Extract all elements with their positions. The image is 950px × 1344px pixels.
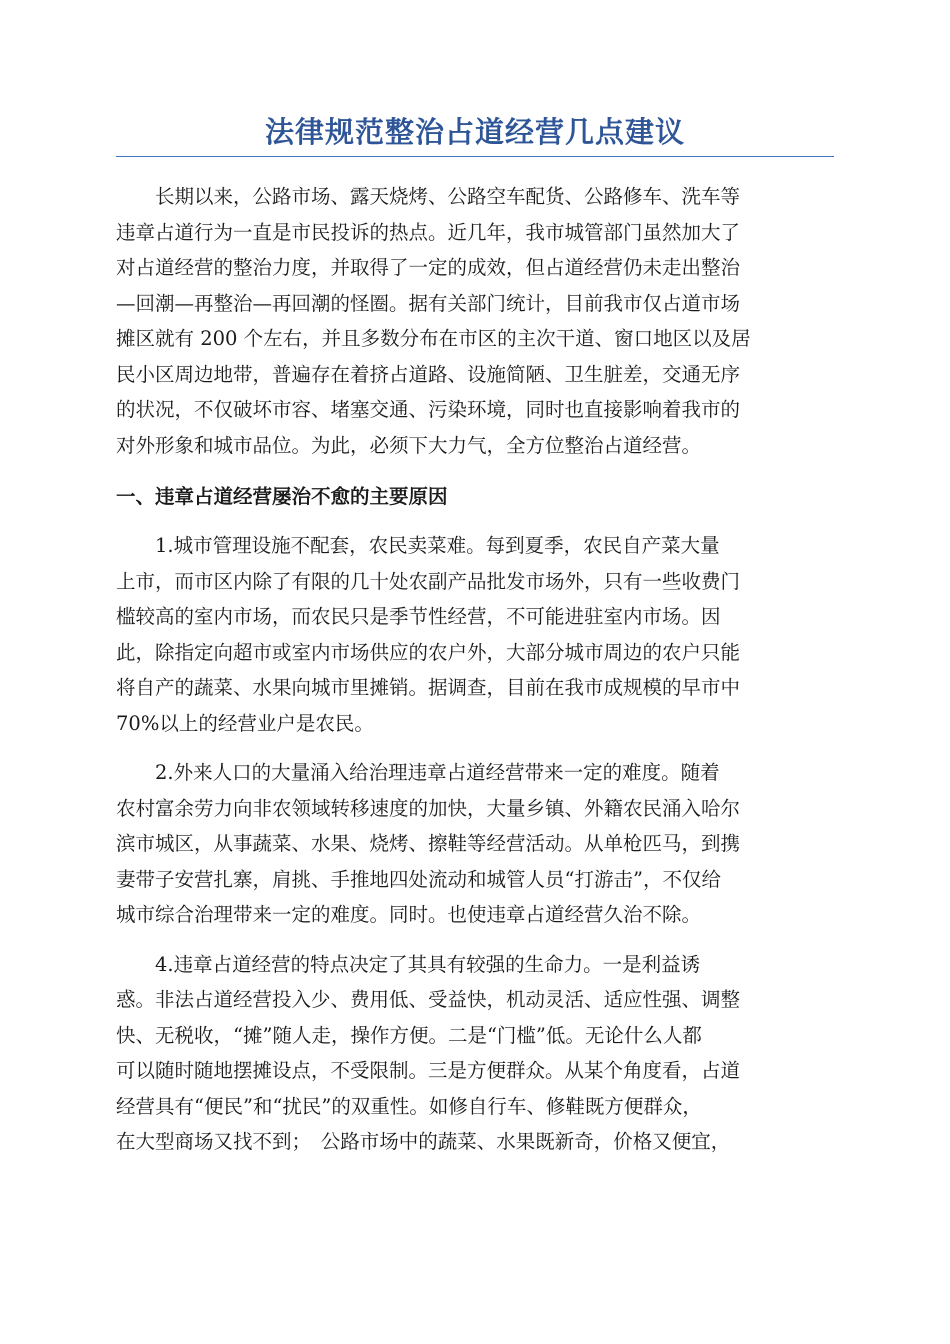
- intro-line: 对外形象和城市品位。为此，必须下大力气，全方位整治占道经营。: [116, 433, 702, 457]
- point-1-line: 将自产的蔬菜、水果向城市里摊销。据调查，目前在我市成规模的早市中: [116, 676, 741, 699]
- point-4-line: 惑。非法占道经营投入少、费用低、受益快，机动灵活、适应性强、调整: [116, 988, 741, 1011]
- point-4-line: 4.违章占道经营的特点决定了其具有较强的生命力。一是利益诱: [116, 952, 701, 976]
- point-4-line: 在大型商场又找不到； 公路市场中的蔬菜、水果既新奇，价格又便宜，: [116, 1130, 731, 1153]
- point-1-line: 此，除指定向超市或室内市场供应的农户外，大部分城市周边的农户只能: [116, 640, 741, 664]
- point-2-line: 2.外来人口的大量涌入给治理违章占道经营带来一定的难度。随着: [116, 761, 720, 784]
- document-page: [116, 112, 834, 1160]
- intro-line: 长期以来，公路市场、露天烧烤、公路空车配货、公路修车、洗车等: [116, 185, 741, 208]
- point-1-line: 70%以上的经营业户是农民。: [116, 711, 374, 735]
- point-1-line: 槛较高的室内市场，而农民只是季节性经营，不可能进驻室内市场。因: [116, 605, 721, 628]
- point-4-line: 可以随时随地摆摊设点，不受限制。三是方便群众。从某个角度看，占道: [116, 1059, 741, 1082]
- intro-line: 违章占道行为一直是市民投诉的热点。近几年，我市城管部门虽然加大了: [116, 220, 741, 244]
- section-heading: 一、违章占道经营屡治不愈的主要原因: [116, 485, 448, 508]
- point-4-line: 经营具有“便民”和“扰民”的双重性。如修自行车、修鞋既方便群众，: [116, 1094, 702, 1118]
- point-2-paragraph: [116, 755, 834, 933]
- point-4-line: 快、无税收，“摊”随人走，操作方便。二是“门槛”低。无论什么人都: [116, 1023, 702, 1047]
- intro-paragraph: [116, 179, 834, 463]
- intro-line: 民小区周边地带，普遍存在着挤占道路、设施简陋、卫生脏差，交通无序: [116, 362, 741, 386]
- document-title: 法律规范整治占道经营几点建议: [116, 112, 834, 157]
- point-1-line: 1.城市管理设施不配套，农民卖菜难。每到夏季，农民自产菜大量: [116, 534, 720, 557]
- intro-line: 摊区就有 200 个左右，并且多数分布在市区的主次干道、窗口地区以及居: [116, 327, 751, 350]
- point-2-line: 城市综合治理带来一定的难度。同时。也使违章占道经营久治不除。: [116, 903, 702, 926]
- intro-line: 的状况，不仅破坏市容、堵塞交通、污染环境，同时也直接影响着我市的: [116, 398, 741, 421]
- point-2-line: 滨市城区，从事蔬菜、水果、烧烤、擦鞋等经营活动。从单枪匹马，到携: [116, 832, 741, 855]
- point-4-paragraph: [116, 947, 834, 1160]
- intro-line: —回潮—再整治—再回潮的怪圈。据有关部门统计，目前我市仅占道市场: [116, 291, 741, 315]
- point-2-line: 妻带子安营扎寨，肩挑、手推地四处流动和城管人员“打游击”，不仅给: [116, 867, 721, 891]
- point-2-line: 农村富余劳力向非农领域转移速度的加快，大量乡镇、外籍农民涌入哈尔: [116, 796, 741, 820]
- point-1-paragraph: [116, 528, 834, 741]
- point-1-line: 上市，而市区内除了有限的几十处农副产品批发市场外，只有一些收费门: [116, 569, 741, 593]
- intro-line: 对占道经营的整治力度，并取得了一定的成效，但占道经营仍未走出整治: [116, 256, 741, 279]
